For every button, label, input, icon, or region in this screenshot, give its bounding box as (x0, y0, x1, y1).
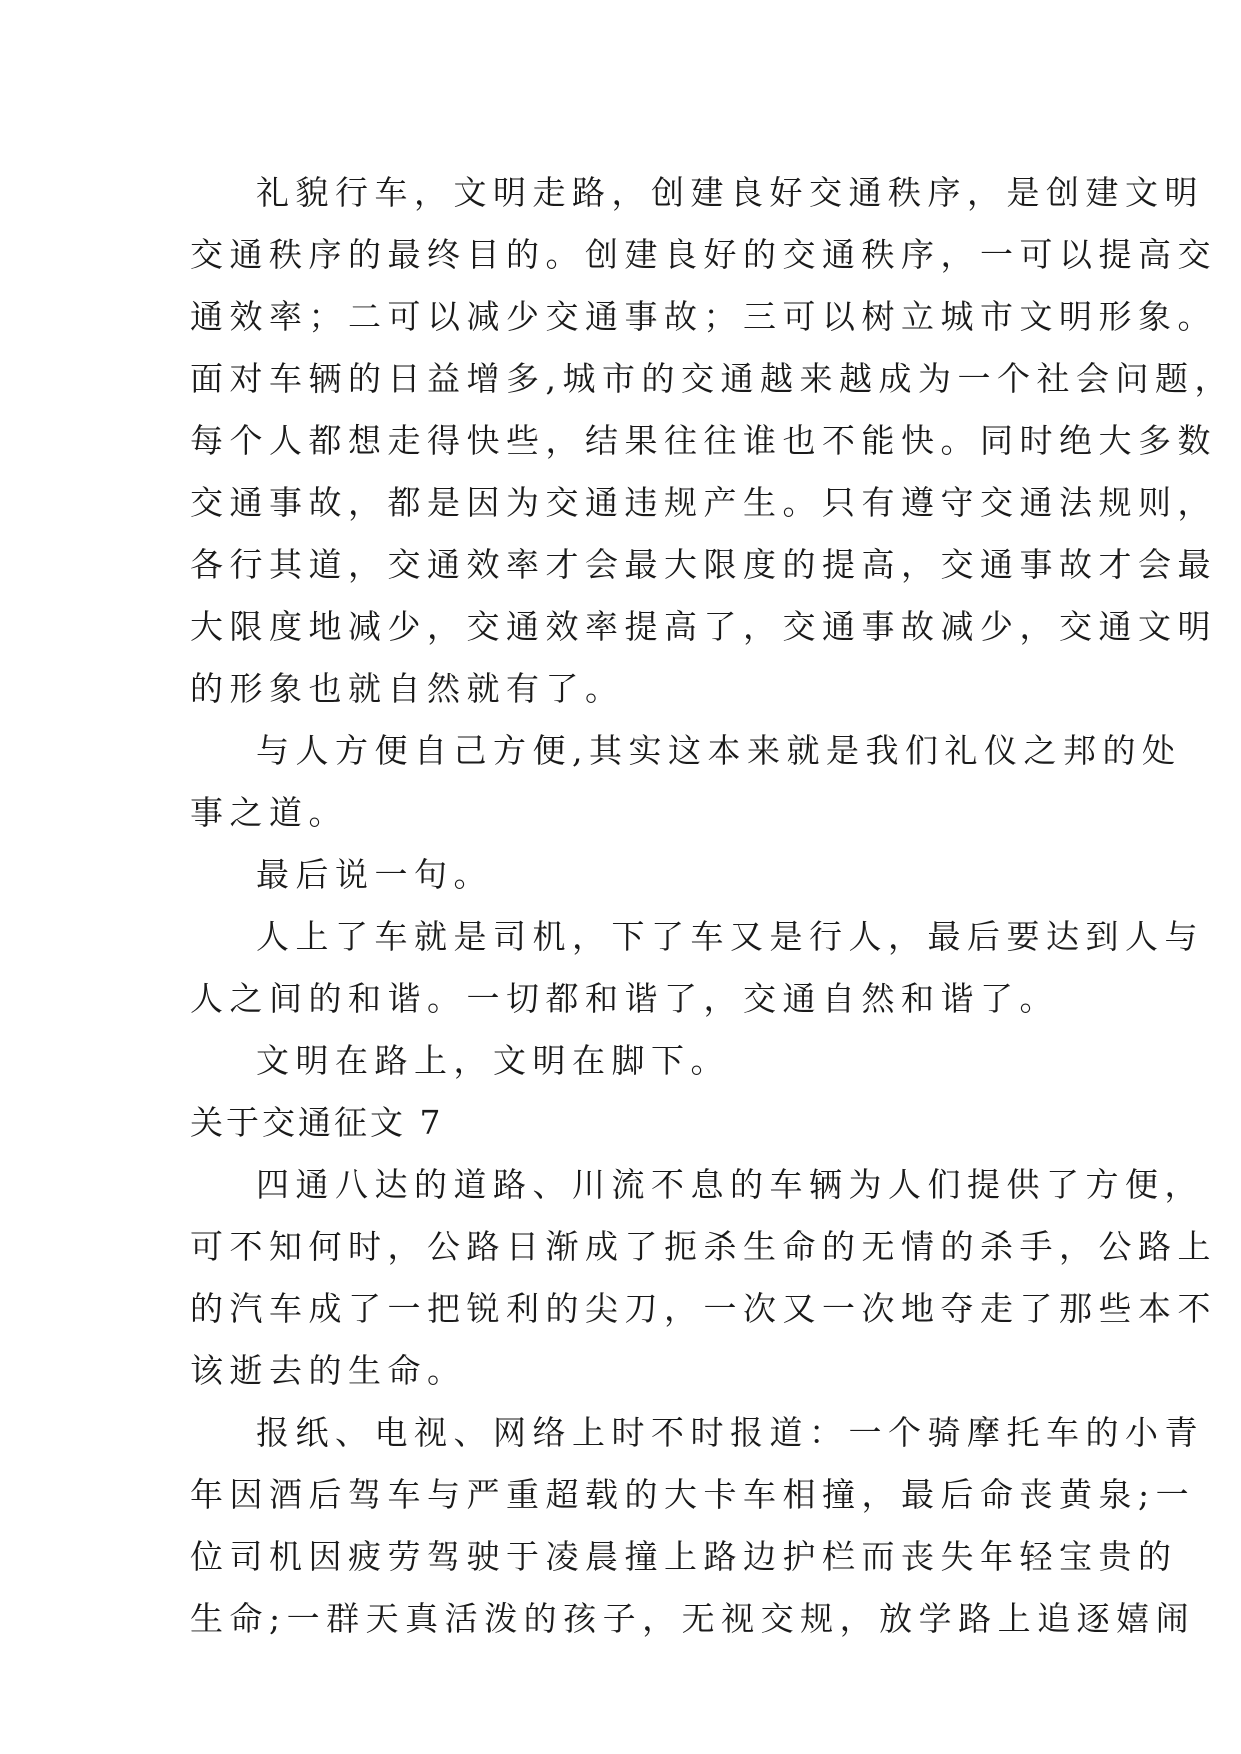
text-line: 报纸、电视、网络上时不时报道：一个骑摩托车的小青 (256, 1413, 1204, 1452)
text-line: 可不知何时，公路日渐成了扼杀生命的无情的杀手，公路上 (190, 1227, 1217, 1266)
text-line: 人上了车就是司机，下了车又是行人，最后要达到人与 (256, 917, 1204, 956)
text-line: 面对车辆的日益增多,城市的交通越来越成为一个社会问题， (190, 359, 1234, 398)
text-line: 人之间的和谐。一切都和谐了，交通自然和谐了。 (190, 979, 1059, 1018)
text-line: 四通八达的道路、川流不息的车辆为人们提供了方便， (256, 1165, 1204, 1204)
text-line: 礼貌行车，文明走路，创建良好交通秩序，是创建文明 (256, 173, 1204, 212)
text-line: 年因酒后驾车与严重超载的大卡车相撞，最后命丧黄泉;一 (190, 1475, 1196, 1514)
text-line: 位司机因疲劳驾驶于凌晨撞上路边护栏而丧失年轻宝贵的 (190, 1537, 1178, 1576)
text-line: 与人方便自己方便,其实这本来就是我们礼仪之邦的处 (256, 731, 1182, 770)
text-line: 的形象也就自然就有了。 (190, 669, 625, 708)
text-line: 的汽车成了一把锐利的尖刀，一次又一次地夺走了那些本不 (190, 1289, 1217, 1328)
text-line: 交通事故，都是因为交通违规产生。只有遵守交通法规则， (190, 483, 1217, 522)
text-line: 各行其道，交通效率才会最大限度的提高，交通事故才会最 (190, 545, 1217, 584)
text-line: 最后说一句。 (256, 855, 493, 894)
section-heading: 关于交通征文 7 (190, 1103, 444, 1142)
text-line: 通效率；二可以减少交通事故；三可以树立城市文明形象。 (190, 297, 1217, 336)
text-line: 大限度地减少，交通效率提高了，交通事故减少，交通文明 (190, 607, 1217, 646)
text-line: 文明在路上，文明在脚下。 (256, 1041, 730, 1080)
text-line: 每个人都想走得快些，结果往往谁也不能快。同时绝大多数 (190, 421, 1217, 460)
text-line: 该逝去的生命。 (190, 1351, 467, 1390)
text-line: 事之道。 (190, 793, 348, 832)
document-page (190, 162, 1234, 1650)
text-line: 交通秩序的最终目的。创建良好的交通秩序，一可以提高交 (190, 235, 1217, 274)
text-line: 生命;一群天真活泼的孩子，无视交规，放学路上追逐嬉闹 (190, 1599, 1196, 1638)
